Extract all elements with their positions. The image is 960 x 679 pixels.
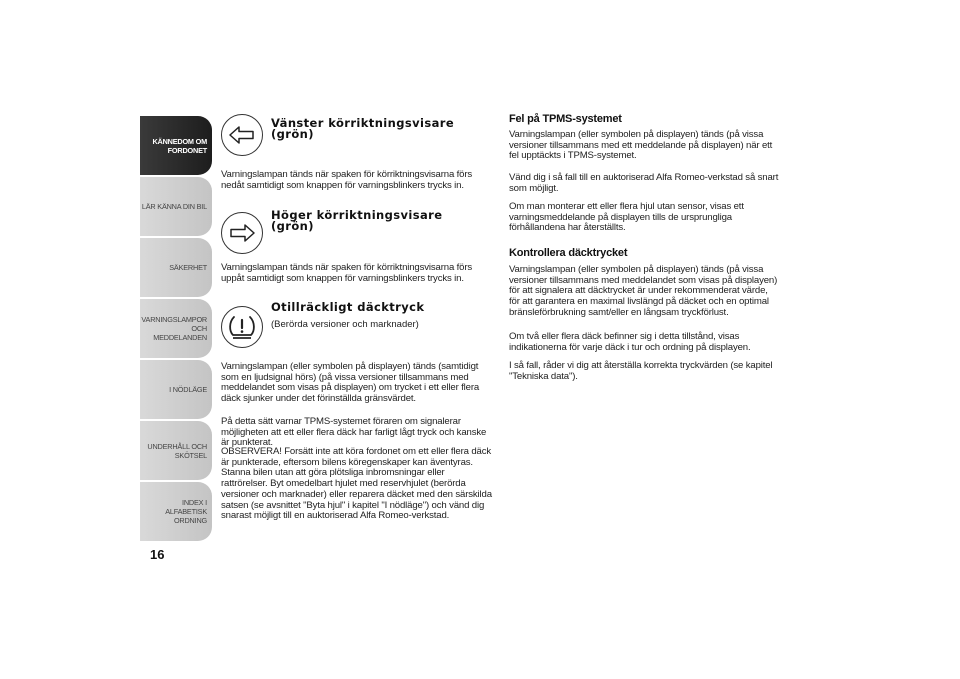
tab-varningslampor[interactable]: VARNINGSLAMPOR OCH MEDDELANDEN <box>140 299 212 358</box>
section-title-low-tire-pressure: Otillräckligt däcktryck <box>271 300 425 314</box>
tab-index[interactable]: INDEX I ALFABETISK ORDNING <box>140 482 212 541</box>
tpms-fault-para-3: Om man monterar ett eller flera hjul utan sensor, visas ett varningsmeddelande på displayen tills de ursprungliga förhållandena har återställts. <box>509 201 744 234</box>
tab-underhall-och-skotsel[interactable]: UNDERHÅLL OCH SKÖTSEL <box>140 421 212 480</box>
right-indicator-text: Varningslampan tänds när spaken för körriktningsvisarna förs uppåt samtidigt som knappen för varningsblinkers trycks in. <box>221 262 473 284</box>
right-arrow-icon <box>221 212 263 254</box>
section-title-left-indicator: Vänster körriktningsvisare (grön) <box>271 116 455 141</box>
tab-sakerhet[interactable]: SÄKERHET <box>140 238 212 297</box>
tire-pressure-icon <box>221 306 263 348</box>
tpms-fault-para-1: Varningslampan (eller symbolen på displayen) tänds (på vissa versioner tillsammans med ett meddelande på displayen) när ett fel upptäckts i TPMS-systemet. <box>509 129 773 162</box>
section-title-right-indicator: Höger körriktningsvisare (grön) <box>271 208 443 233</box>
page-number: 16 <box>150 547 165 562</box>
tab-kannedom-om-fordonet[interactable]: KÄNNEDOM OM FORDONET <box>140 116 212 175</box>
tire-pressure-para-1: Varningslampan (eller symbolen på displayen) tänds (samtidigt som en ljudsignal hörs) (på vissa versioner tillsammans med meddelandet som visas på displayen) om trycket i ett eller flera däck sjunker under det förinställda gränsvärdet. <box>221 361 480 405</box>
tpms-fault-para-2: Vänd dig i så fall till en auktoriserad Alfa Romeo-verkstad så snart som möjligt. <box>509 172 779 194</box>
tire-pressure-warning: OBSERVERA! Forsätt inte att köra fordonet om ett eller flera däck är punkterade, eftersom bilens köregenskaper kan äventyras. Stanna bilen utan att göra plötsliga inbromsningar eller rattrörelser. Byt omedelbart hjulet med reservhjulet (berörda versioner och marknader) eller reparera däcket med den särskilda satsen (se avsnittet "Byta hjul" i kapitel "I nödläge") och vänd dig snarast möjligt till en auktoriserad Alfa Romeo-verkstad. <box>221 446 492 522</box>
tab-lar-kanna-din-bil[interactable]: LÄR KÄNNA DIN BIL <box>140 177 212 236</box>
tab-i-nodlage[interactable]: I NÖDLÄGE <box>140 360 212 419</box>
tire-pressure-para-2: På detta sätt varnar TPMS-systemet föraren om signalerar möjligheten att ett eller flera däck har farligt lågt tryck och kanske är punkterat. <box>221 416 487 449</box>
section-note-versions: (Berörda versioner och marknader) <box>271 319 419 330</box>
check-pressure-para-2: Om två eller flera däck befinner sig i detta tillstånd, visas indikationerna för varje däck i tur och ordning på displayen. <box>509 331 751 353</box>
heading-tpms-fault: Fel på TPMS-systemet <box>509 113 622 125</box>
heading-check-tire-pressure: Kontrollera däcktrycket <box>509 247 628 259</box>
check-pressure-para-1: Varningslampan (eller symbolen på displayen) tänds (på vissa versioner tillsammans med meddelandet som visas på displayen) för att signalera att däcktrycket är under rekommenderat värde, för att garantera en maximal livslängd på däcket och en optimal bränsleförbrukning samt/eller en långsam tryckförlust. <box>509 264 778 318</box>
check-pressure-para-3: I så fall, råder vi dig att återställa korrekta tryckvärden (se kapitel "Tekniska data"). <box>509 360 773 382</box>
left-indicator-text: Varningslampan tänds när spaken för körriktningsvisarna förs nedåt samtidigt som knappen för varningsblinkers trycks in. <box>221 169 473 191</box>
left-arrow-icon <box>221 114 263 156</box>
